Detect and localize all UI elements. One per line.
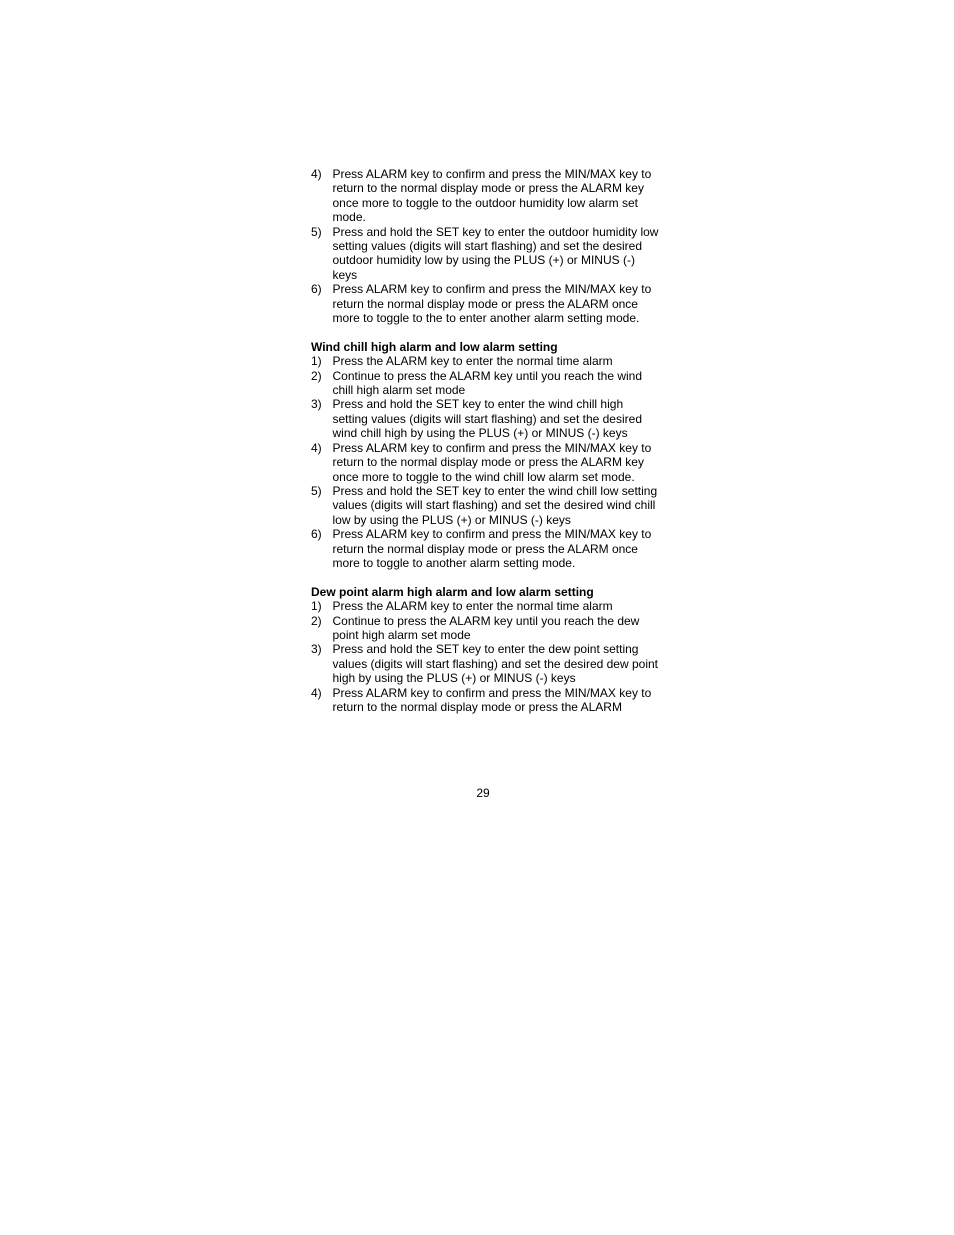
step-item	[311, 642, 661, 685]
step-number: 5)	[311, 483, 322, 498]
step-item	[311, 282, 661, 325]
step-number: 5)	[311, 224, 322, 239]
step-number: 4)	[311, 685, 322, 700]
step-number: 1)	[311, 354, 322, 369]
step-text: Continue to press the ALARM key until you reach the dew point high alarm set mode	[332, 613, 640, 642]
step-item	[311, 225, 661, 283]
step-text: Press and hold the SET key to enter the dew point setting values (digits will start flashing) and set the desired dew point high by using the PLUS (+) or MINUS (-) keys	[332, 642, 658, 686]
step-item	[311, 397, 661, 440]
step-item	[311, 167, 661, 225]
step-number: 2)	[311, 368, 322, 383]
step-number: 4)	[311, 167, 322, 181]
step-text: Press the ALARM key to enter the normal time alarm	[332, 599, 613, 614]
step-item	[311, 484, 661, 527]
dew-point-step-list	[311, 599, 661, 714]
intro-step-list	[311, 167, 661, 325]
step-item	[311, 441, 661, 484]
step-text: Press the ALARM key to enter the normal time alarm	[332, 354, 613, 369]
step-text: Press and hold the SET key to enter the wind chill high setting values (digits will start flashing) and set the desired wind chill high by using the PLUS (+) or MINUS (-) keys	[332, 397, 642, 441]
step-text: Press ALARM key to confirm and press the MIN/MAX key to return to the normal display mode or press the ALARM key once more to toggle to the wind chill low alarm set mode.	[332, 440, 652, 484]
wind-chill-section	[311, 340, 661, 571]
step-text: Press ALARM key to confirm and press the MIN/MAX key to return to the normal display mode or press the ALARM key once more to toggle to the outdoor humidity low alarm set mode.	[332, 167, 652, 225]
step-item	[311, 527, 661, 570]
step-item	[311, 599, 661, 613]
step-text: Press ALARM key to confirm and press the MIN/MAX key to return the normal display mode or press the ALARM once more to toggle to the to enter another alarm setting mode.	[332, 282, 652, 326]
step-item	[311, 686, 661, 715]
step-number: 3)	[311, 642, 322, 657]
step-text: Press ALARM key to confirm and press the MIN/MAX key to return to the normal display mode or press the ALARM	[332, 685, 652, 714]
manual-page-content	[311, 167, 661, 714]
wind-chill-heading: Wind chill high alarm and low alarm setting	[311, 339, 558, 354]
page-number: 29	[476, 786, 490, 800]
step-number: 4)	[311, 440, 322, 455]
wind-chill-step-list	[311, 354, 661, 570]
step-item	[311, 369, 661, 398]
step-number: 6)	[311, 282, 322, 297]
step-text: Press and hold the SET key to enter the outdoor humidity low setting values (digits will start flashing) and set the desired outdoor humidity low by using the PLUS (+) or MINUS (-) keys	[332, 224, 659, 282]
step-number: 1)	[311, 599, 322, 614]
step-number: 6)	[311, 527, 322, 542]
step-item	[311, 354, 661, 368]
step-text: Press ALARM key to confirm and press the MIN/MAX key to return the normal display mode or press the ALARM once more to toggle to another alarm setting mode.	[332, 527, 652, 570]
step-item	[311, 614, 661, 643]
step-number: 2)	[311, 613, 322, 628]
dew-point-section	[311, 585, 661, 715]
step-text: Continue to press the ALARM key until you reach the wind chill high alarm set mode	[332, 368, 643, 398]
dew-point-heading: Dew point alarm high alarm and low alarm setting	[311, 584, 594, 599]
step-text: Press and hold the SET key to enter the wind chill low setting values (digits will start flashing) and set the desired wind chill low by using the PLUS (+) or MINUS (-) keys	[332, 483, 658, 527]
step-number: 3)	[311, 397, 322, 412]
